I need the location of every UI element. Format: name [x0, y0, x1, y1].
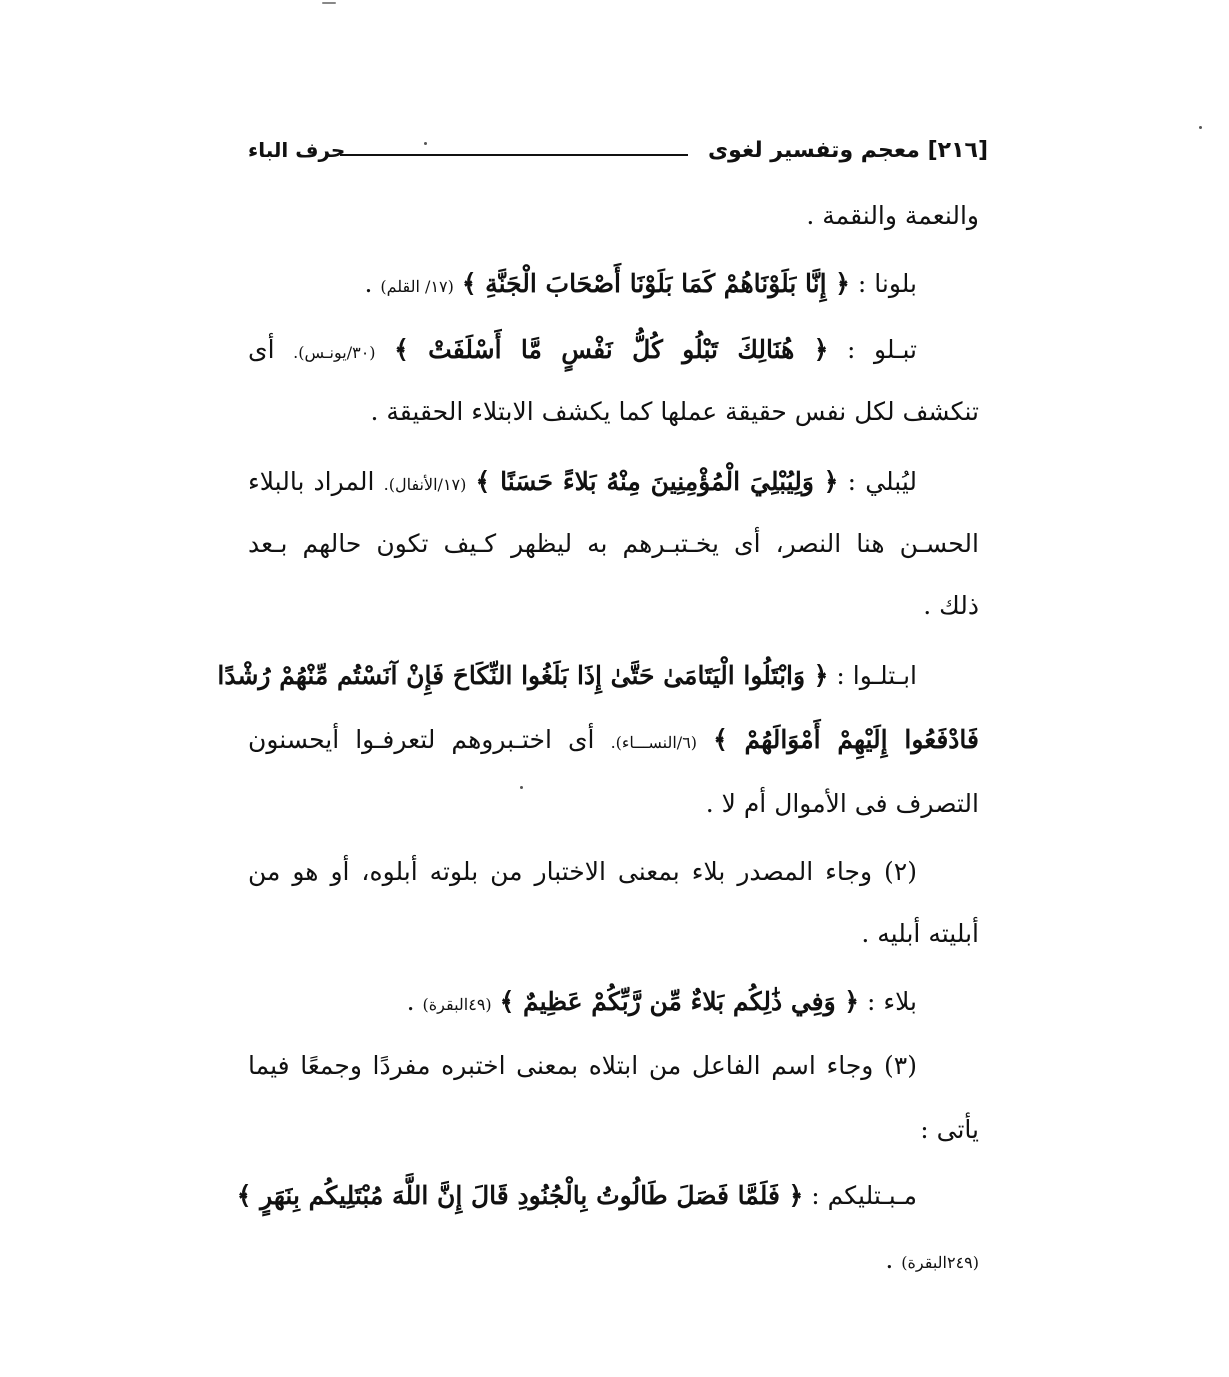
entry-term: ليُبلي :	[847, 467, 918, 496]
entry-line: تبـلو : ﴿ هُنَالِكَ تَبْلُو كُلُّ نَفْسٍ مَّا أَسْلَفَتْ ﴾ (٣٠/يونـس). أى	[248, 335, 918, 364]
reference-line: (٢٤٩البقرة) .	[885, 1245, 979, 1274]
text-line: التصرف فى الأموال أم لا .	[705, 789, 979, 818]
entry-line: بلونا : ﴿ إِنَّا بَلَوْنَاهُمْ كَمَا بَلَوْنَا أَصْحَابَ الْجَنَّةِ ﴾ (١٧/ القلم) .	[364, 269, 917, 298]
scan-speck	[322, 2, 336, 4]
scan-speck	[1199, 126, 1202, 129]
entry-line: فَادْفَعُوا إِلَيْهِمْ أَمْوَالَهُمْ ﴾ (٦/النســـاء). أى اختـبروهم لتعرفـوا أيحسنون	[248, 725, 980, 754]
quran-verse: ﴿ وَلِيُبْلِيَ الْمُؤْمِنِينَ مِنْهُ بَلاءً حَسَنًا ﴾	[475, 467, 839, 496]
header-rule	[340, 154, 688, 156]
entry-term: مـبـتليكم :	[811, 1181, 917, 1210]
entry-term: تبـلو :	[846, 335, 918, 364]
quran-verse: ﴿ وَفِي ذَٰلِكُم بَلاءٌ مِّن رَّبِّكُمْ عَظِيمٌ ﴾	[499, 987, 860, 1016]
quran-verse: ﴿ فَلَمَّا فَصَلَ طَالُوتُ بِالْجُنُودِ قَالَ إِنَّ اللَّهَ مُبْتَلِيكُم بِنَهَرٍ ﴾	[236, 1181, 804, 1210]
entry-line	[217, 656, 917, 696]
text-line: الحسـن هنا النصر، أى يخـتبـرهم به ليظهر كـيف تكون حالهم بـعد	[248, 529, 979, 558]
text-line: (٢) وجاء المصدر بلاء بمعنى الاختبار من بلوته أبلوه، أو هو من	[248, 857, 917, 886]
quran-verse: ﴿ إِنَّا بَلَوْنَاهُمْ كَمَا بَلَوْنَا أَصْحَابَ الْجَنَّةِ ﴾	[461, 269, 850, 298]
quran-verse: فَادْفَعُوا إِلَيْهِمْ أَمْوَالَهُمْ ﴾	[713, 725, 980, 754]
entry-term: بلونا :	[857, 269, 917, 298]
verse-reference: (٢٤٩البقرة)	[901, 1253, 979, 1272]
page-title: [٢١٦] معجم وتفسير لغوى	[708, 138, 988, 163]
verse-reference: (٣٠/يونـس).	[293, 343, 376, 362]
text-line: تنكشف لكل نفس حقيقة عملها كما يكشف الابتلاء الحقيقة .	[370, 397, 979, 426]
scan-speck	[520, 786, 523, 789]
quran-verse: ﴿ هُنَالِكَ تَبْلُو كُلُّ نَفْسٍ مَّا أَسْلَفَتْ ﴾	[394, 335, 829, 364]
entry-line: ليُبلي : ﴿ وَلِيُبْلِيَ الْمُؤْمِنِينَ مِنْهُ بَلاءً حَسَنًا ﴾ (١٧/الأنفال). المراد بالبلاء	[248, 467, 918, 496]
verse-reference: (١٧/الأنفال).	[383, 475, 467, 494]
text-line: يأتى :	[920, 1115, 979, 1144]
entry-line: بلاء : ﴿ وَفِي ذَٰلِكُم بَلاءٌ مِّن رَّبِّكُمْ عَظِيمٌ ﴾ (٤٩البقرة) .	[406, 987, 917, 1016]
section-title: حرف الباء	[248, 138, 346, 162]
verse-reference: (٦/النســـاء).	[610, 733, 698, 752]
verse-reference: (١٧/ القلم)	[380, 277, 454, 296]
text-line: (٣) وجاء اسم الفاعل من ابتلاه بمعنى اختبره مفردًا وجمعًا فيما	[248, 1051, 917, 1080]
verse-reference: (٤٩البقرة)	[422, 995, 492, 1014]
text-line: والنعمة والنقمة .	[806, 201, 979, 230]
page-header	[248, 138, 988, 178]
entry-line	[237, 1176, 917, 1216]
scan-speck	[424, 142, 427, 145]
quran-verse: ﴿ وَابْتَلُوا الْيَتَامَىٰ حَتَّىٰ إِذَا بَلَغُوا النِّكَاحَ فَإِنْ آنَسْتُم مِّنْهُمْ رُشْدًا	[217, 661, 829, 690]
text-line: ذلك .	[923, 591, 979, 620]
text-line: أبليته أبليه .	[861, 919, 979, 948]
entry-term: بلاء :	[867, 987, 917, 1016]
entry-term: ابـتلـوا :	[836, 661, 917, 690]
